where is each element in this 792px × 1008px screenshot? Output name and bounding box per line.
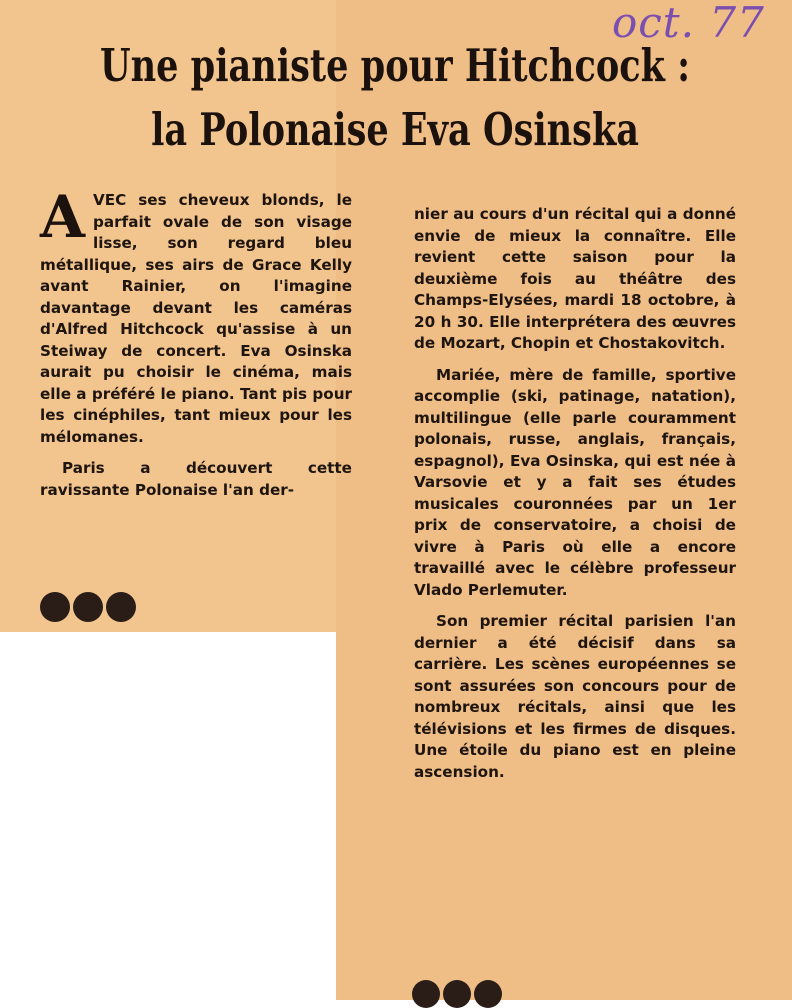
article-column-2 xyxy=(414,204,736,793)
dot-ornament xyxy=(40,592,70,622)
dot-ornament xyxy=(443,980,471,1008)
headline xyxy=(30,34,760,162)
dot-ornament xyxy=(106,592,136,622)
headline-line-1: Une pianiste pour Hitchcock : xyxy=(99,39,691,92)
dot-ornament xyxy=(412,980,440,1008)
paragraph-5: Son premier récital parisien l'an dernier a été décisif dans sa carrière. Les scènes européennes se sont assurées son concours pour de nombreux récitals, ainsi que les télévisions et les firmes de disques. Une étoile du piano est en pleine ascension. xyxy=(414,612,736,781)
dot-ornament xyxy=(474,980,502,1008)
paragraph-4: Mariée, mère de famille, sportive accomplie (ski, patinage, natation), multilingue (elle parle couramment polonais, russe, anglais, français, espagnol), Eva Osinska, qui est née à Varsovie et y a fait ses études musicales couronnées par un 1er prix de conservatoire, a choisi de vivre à Paris où elle a encore travaillé avec le célèbre professeur Vlado Perlemuter. xyxy=(414,365,736,599)
paragraph-3: nier au cours d'un récital qui a donné envie de mieux la connaître. Elle revient cette saison pour la deuxième fois au théâtre des Champs-Elysées, mardi 18 octobre, à 20 h 30. Elle interprétera des œuvres de Mozart, Chopin et Chostakovitch. xyxy=(414,205,736,352)
headline-line-2: la Polonaise Eva Osinska xyxy=(151,103,640,156)
article-column-1 xyxy=(40,183,352,511)
paragraph-1-text: VEC ses cheveux blonds, le parfait ovale de son visage lisse, son regard bleu métallique, ses airs de Grace Kelly avant Rainier, on l'imagine davantage devant les caméras d'Alfred Hitchcock qu'assise à un Steiway de concert. Eva Osinska aurait pu choisir le cinéma, mais elle a préféré le piano. Tant pis pour les cinéphiles, tant mieux pour les mélomanes. xyxy=(40,191,352,446)
ornament-dots-bottom xyxy=(412,980,502,1008)
dot-ornament xyxy=(73,592,103,622)
paragraph-2: Paris a découvert cette ravissante Polonaise l'an der- xyxy=(40,459,352,499)
handwritten-date: oct. 77 xyxy=(612,0,765,47)
drop-cap: A xyxy=(40,183,86,251)
paragraph-1 xyxy=(40,183,352,448)
ornament-dots xyxy=(40,592,136,622)
